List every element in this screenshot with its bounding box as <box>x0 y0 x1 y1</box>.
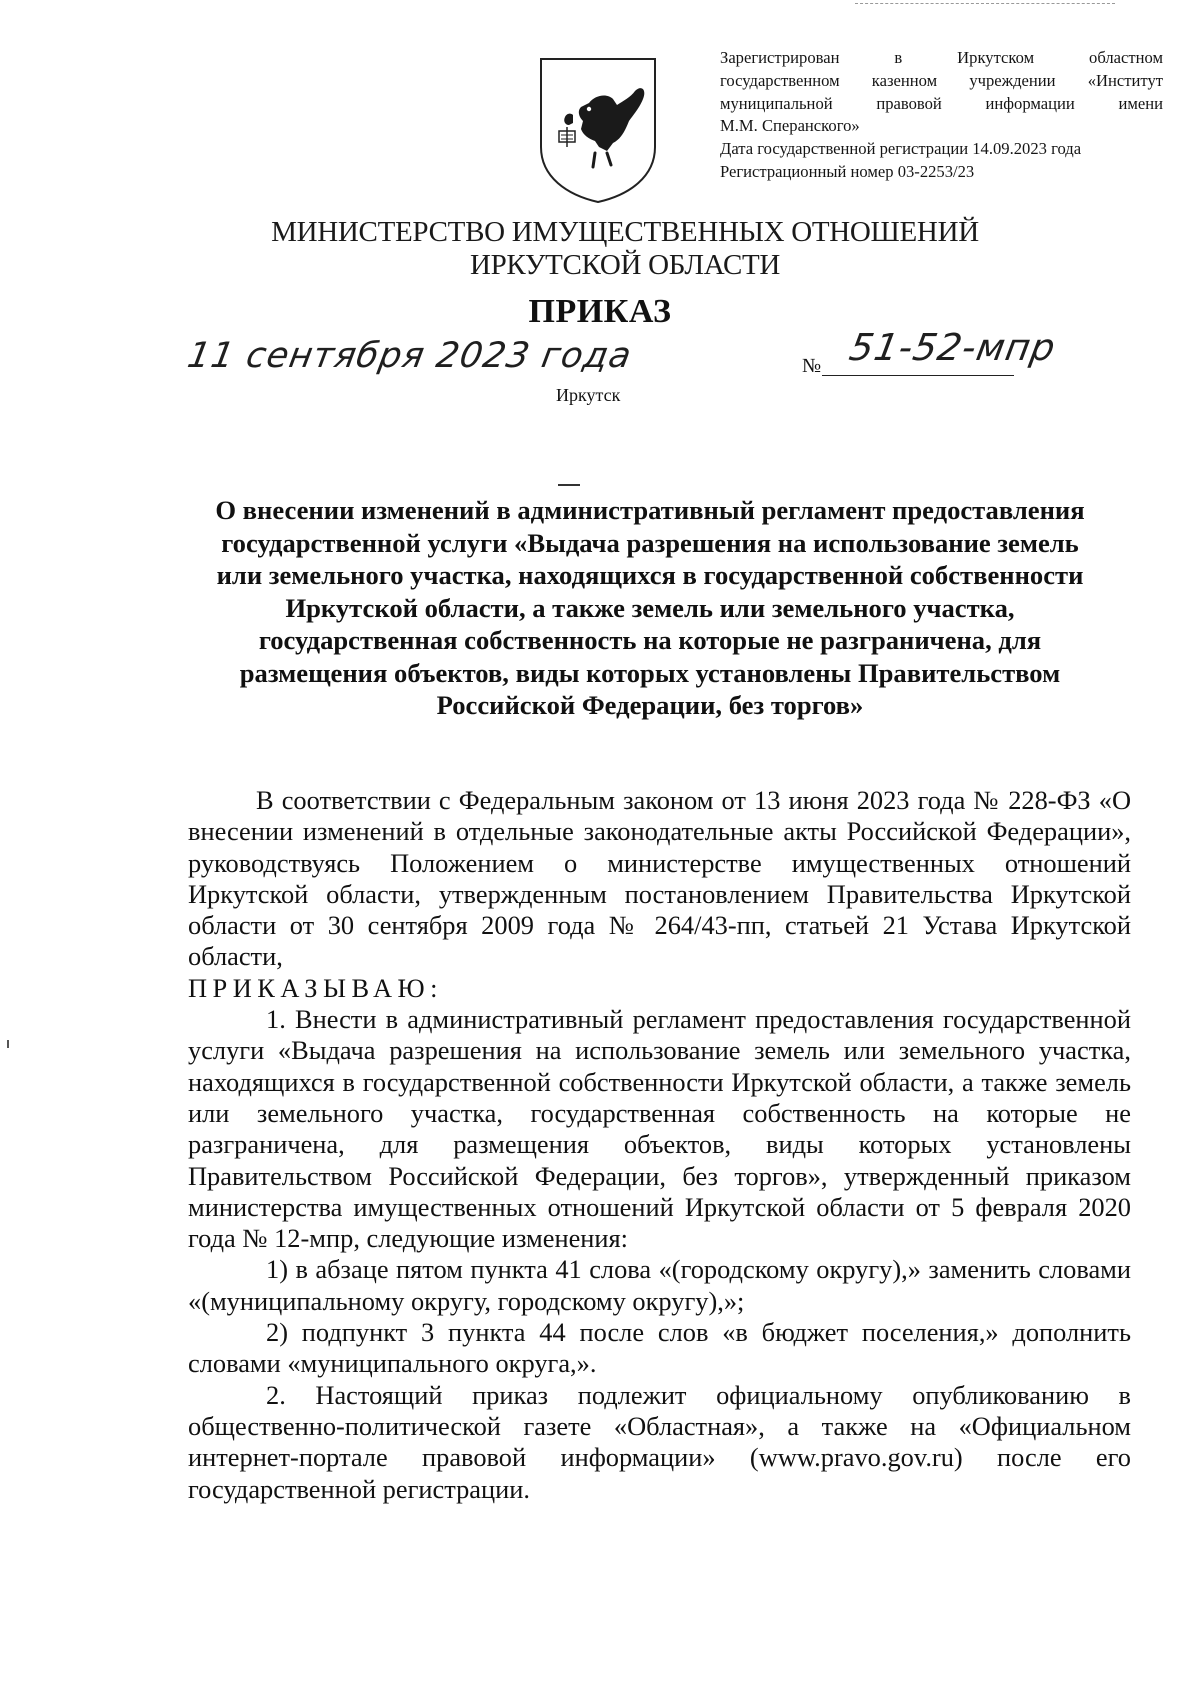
scan-margin-mark <box>7 1040 9 1048</box>
heading-line: Иркутской области, а также земель или земельного участка, <box>285 592 1015 623</box>
handwritten-order-number: 51-52-мпр <box>846 326 1060 369</box>
document-type-title: ПРИКАЗ <box>528 293 672 330</box>
heading-line: государственной услуги «Выдача разрешения на использование земель <box>221 527 1079 558</box>
order-heading <box>180 494 1120 722</box>
registration-line: муниципальной правовой информации имени <box>720 93 1163 113</box>
item-2-paragraph: 2. Настоящий приказ подлежит официальному опубликованию в общественно-политической газете «Областная», а также на «Официальном интернет-портале правовой информации» (www.pravo.gov.ru) после его государственной регистрации. <box>188 1379 1131 1504</box>
subitem-1-paragraph: 1) в абзаце пятом пункта 41 слова «(городскому округу),» заменить словами «(муниципальному округу, городскому округу),»; <box>188 1254 1131 1316</box>
ministry-name <box>200 216 1050 282</box>
irkutsk-coat-of-arms-icon <box>537 55 659 205</box>
heading-line: размещения объектов, виды которых установлены Правительством <box>239 657 1061 688</box>
registration-number: Регистрационный номер 03-2253/23 <box>720 161 975 181</box>
heading-line: О внесении изменений в административный регламент предоставления <box>215 495 1085 525</box>
heading-line: Российской Федерации, без торгов» <box>436 690 864 720</box>
subitem-2-paragraph: 2) подпункт 3 пункта 44 после слов «в бюджет поселения,» дополнить словами «муниципального округа,». <box>188 1317 1131 1379</box>
order-directive: ПРИКАЗЫВАЮ: <box>188 972 443 1003</box>
registration-line: государственном казенном учреждении «Институт <box>720 70 1163 90</box>
order-body <box>188 785 1131 1505</box>
scan-edge-line <box>855 3 1115 4</box>
ministry-name-line: МИНИСТЕРСТВО ИМУЩЕСТВЕННЫХ ОТНОШЕНИЙ <box>271 216 979 248</box>
registration-line: Зарегистрирован в Иркутском областном <box>720 48 1163 67</box>
number-sign: № <box>802 355 822 377</box>
item-1-paragraph: 1. Внести в административный регламент предоставления государственной услуги «Выдача разрешения на использование земель или земельного участка, находящихся в государственной собственности Иркутской области, а также земель или земельного участка, государственная собственность на которые не разграничена, для размещения объектов, виды которых установлены Правительством Российской Федерации, без торгов», утвержденный приказом министерства имущественных отношений Иркутской области от 5 февраля 2020 года № 12-мпр, следующие изменения: <box>188 1004 1131 1254</box>
registration-line: М.М. Сперанского» <box>720 116 860 136</box>
preamble-paragraph: В соответствии с Федеральным законом от 13 июня 2023 года № 228-ФЗ «О внесении изменений в отдельные законодательные акты Российской Федерации», руководствуясь Положением о министерстве имущественных отношений Иркутской области, утвержденным постановлением Правительства Иркутской области от 30 сентября 2009 года № 264/43-пп, статьей 21 Устава Иркутской области, <box>188 785 1131 972</box>
scan-speck <box>558 484 580 486</box>
handwritten-date: 11 сентября 2023 года <box>184 336 635 376</box>
heading-line: государственная собственность на которые не разграничена, для <box>258 625 1042 655</box>
registration-date: Дата государственной регистрации 14.09.2023 года <box>720 139 1082 159</box>
place-of-issue: Иркутск <box>556 385 621 405</box>
heading-line: или земельного участка, находящихся в государственной собственности <box>216 560 1084 590</box>
number-underline <box>822 375 1014 376</box>
ministry-name-line: ИРКУТСКОЙ ОБЛАСТИ <box>469 249 781 281</box>
registration-stamp <box>720 47 1163 184</box>
